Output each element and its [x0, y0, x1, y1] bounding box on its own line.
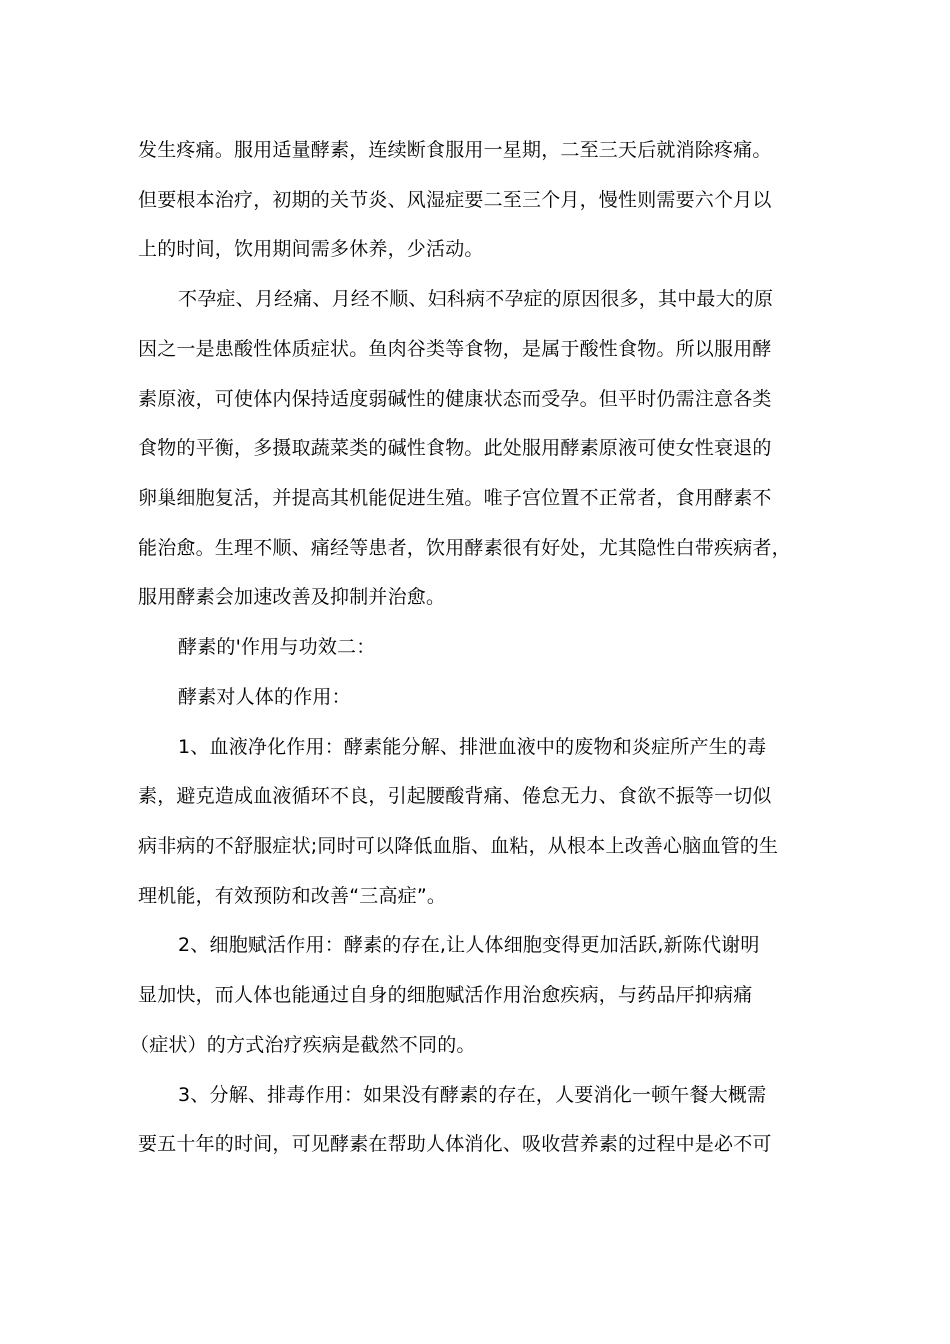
text-line: 病非病的不舒服症状;同时可以降低血脂、血粘，从根本上改善心脑血管的生 [138, 835, 779, 857]
section-heading: 酵素对人体的作用： [178, 686, 351, 708]
text-line: 卵巢细胞复活，并提高其机能促进生殖。唯子宫位置不正常者，食用酵素不 [138, 487, 772, 509]
text-line: 不孕症、月经痛、月经不顺、妇科病不孕症的原因很多，其中最大的原 [178, 288, 774, 310]
text-line: 能治愈。生理不顺、痛经等患者，饮用酵素很有好处，尤其隐性白带疾病者， [138, 537, 791, 559]
text-line: 1、血液净化作用：酵素能分解、排泄血液中的废物和炎症所产生的毒 [178, 736, 767, 758]
section-heading: 酵素的'作用与功效二： [178, 636, 376, 658]
text-line: 3、分解、排毒作用：如果没有酵素的存在，人要消化一顿午餐大概需 [178, 1084, 767, 1106]
text-line: 素原液，可使体内保持适度弱碱性的健康状态而受孕。但平时仍需注意各类 [138, 388, 772, 410]
text-line: 因之一是患酸性体质症状。鱼肉谷类等食物，是属于酸性食物。所以服用酵 [138, 338, 772, 360]
text-line: 要五十年的时间，可见酵素在帮助人体消化、吸收营养素的过程中是必不可 [138, 1133, 772, 1155]
text-line: 素，避克造成血液循环不良，引起腰酸背痛、倦怠无力、食欲不振等一切似 [138, 785, 772, 807]
text-line: 发生疼痛。服用适量酵素，连续断食服用一星期，二至三天后就消除疼痛。 [138, 139, 772, 161]
text-line: 上的时间，饮用期间需多休养，少活动。 [138, 238, 484, 260]
text-line: 食物的平衡，多摄取蔬菜类的碱性食物。此处服用酵素原液可使女性衰退的 [138, 437, 772, 459]
text-line: （症状）的方式治疗疾病是截然不同的。 [130, 1034, 476, 1056]
text-line: 2、细胞赋活作用：酵素的存在,让人体细胞变得更加活跃,新陈代谢明 [178, 934, 760, 956]
text-line: 但要根本治疗，初期的关节炎、风湿症要二至三个月，慢性则需要六个月以 [138, 189, 772, 211]
text-line: 服用酵素会加速改善及抑制并治愈。 [138, 586, 446, 608]
text-line: 理机能，有效预防和改善“三高症”。 [138, 885, 447, 907]
text-line: 显加快，而人体也能通过自身的细胞赋活作用治愈疾病，与药品厈抑病痛 [138, 984, 753, 1006]
